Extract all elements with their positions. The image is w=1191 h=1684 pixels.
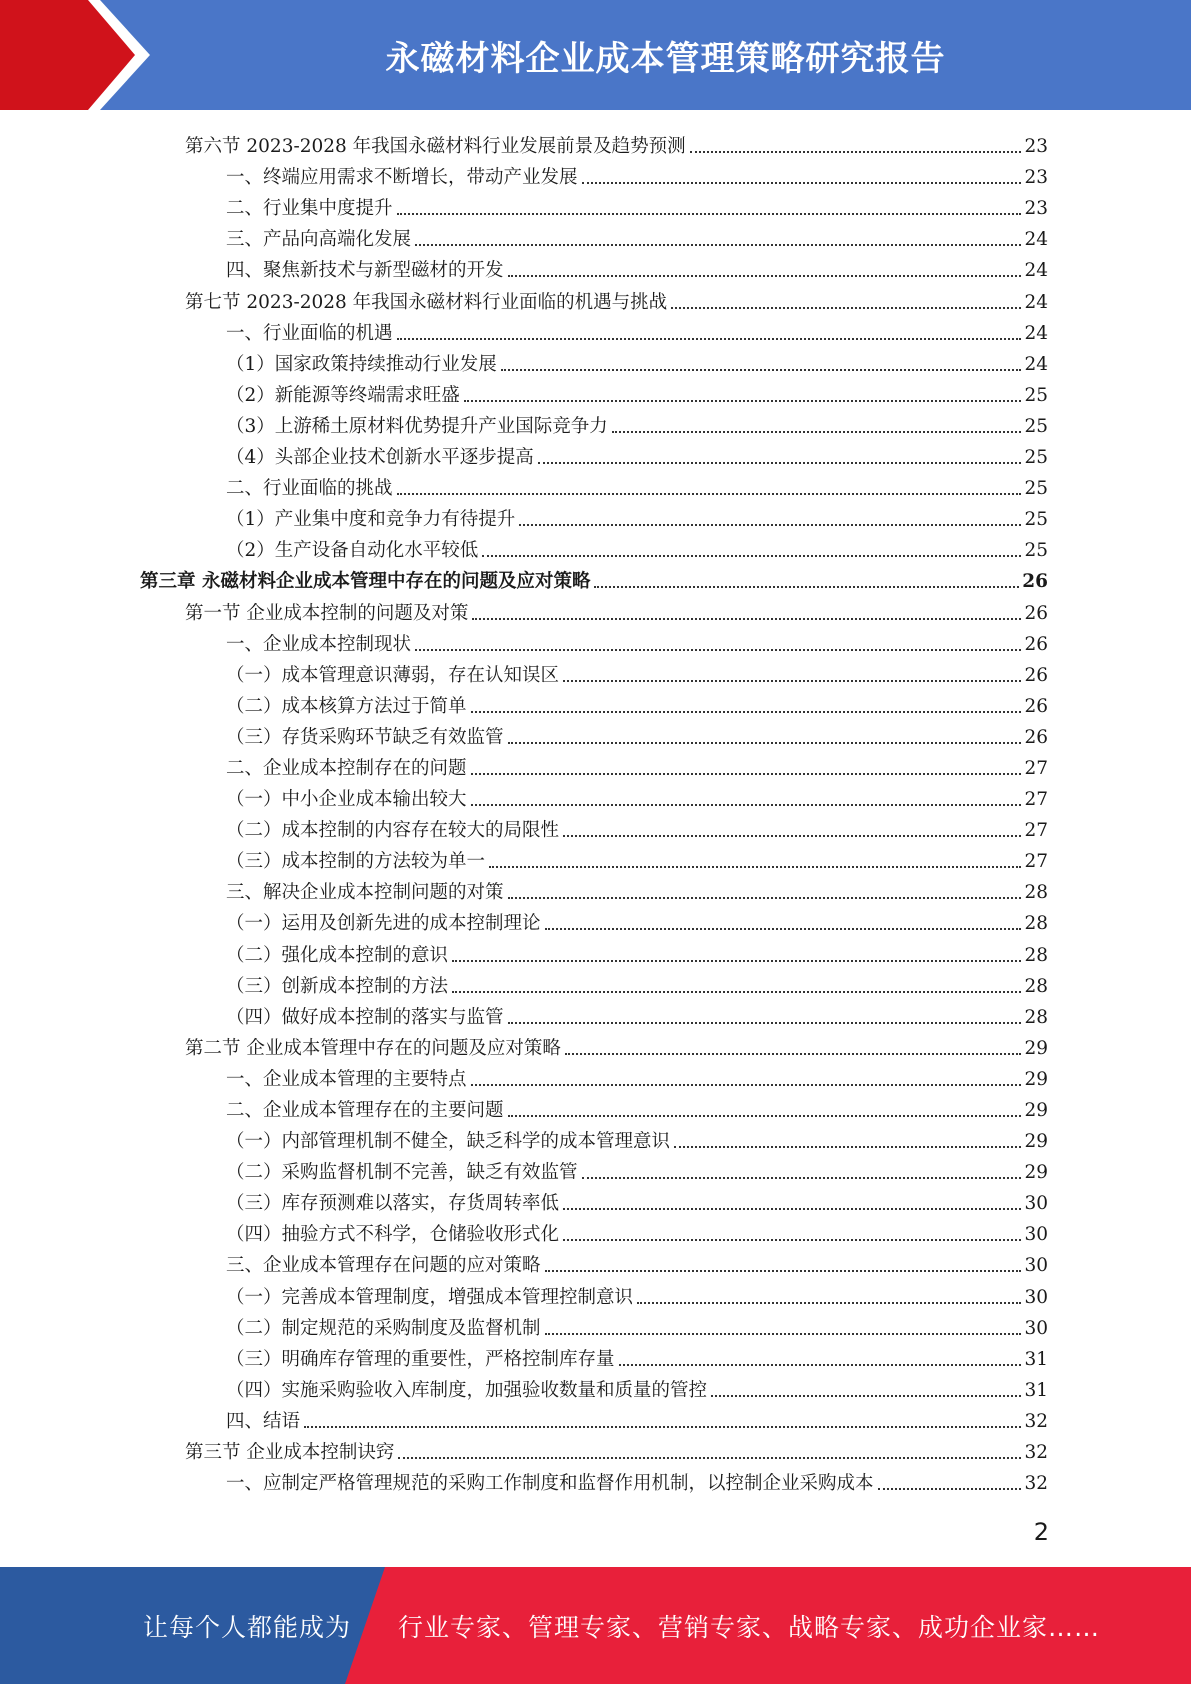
toc-entry-page: 32: [1024, 1473, 1048, 1495]
toc-section-entry[interactable]: [140, 1434, 1048, 1465]
toc-entry-page: 24: [1024, 322, 1048, 344]
toc-entry-page: 29: [1024, 1131, 1048, 1153]
toc-entry-title: （一）完善成本管理制度，增强成本管理控制意识: [226, 1286, 634, 1308]
toc-entry-page: 32: [1024, 1410, 1048, 1432]
toc-entry-title: （二）成本控制的内容存在较大的局限性: [226, 820, 560, 842]
toc-entry-title: 二、行业面临的挑战: [226, 478, 393, 500]
toc-subsection-entry[interactable]: [140, 190, 1048, 221]
toc-entry-title: 三、解决企业成本控制问题的对策: [226, 882, 504, 904]
toc-subsection-entry[interactable]: [140, 968, 1048, 999]
toc-entry-page: 28: [1024, 944, 1048, 966]
toc-dot-leader: [471, 804, 1022, 806]
footer-banner: [0, 1567, 1191, 1684]
toc-entry-title: （三）库存预测难以落实，存货周转率低: [226, 1193, 560, 1215]
toc-entry-title: 四、结语: [226, 1410, 301, 1432]
toc-dot-leader: [471, 1084, 1022, 1086]
toc-entry-title: （4）头部企业技术创新水平逐步提高: [226, 447, 534, 469]
toc-subsection-entry[interactable]: [140, 439, 1048, 470]
toc-entry-title: 二、行业集中度提升: [226, 198, 393, 220]
toc-entry-title: （四）实施采购验收入库制度，加强验收数量和质量的管控: [226, 1379, 708, 1401]
toc-entry-title: （3）上游稀土原材料优势提升产业国际竞争力: [226, 415, 608, 437]
toc-dot-leader: [565, 1053, 1022, 1055]
toc-entry-title: 一、终端应用需求不断增长，带动产业发展: [226, 167, 578, 189]
toc-entry-title: 三、产品向高端化发展: [226, 229, 412, 251]
table-of-contents: [140, 128, 1048, 1496]
toc-subsection-entry[interactable]: [140, 1123, 1048, 1154]
toc-entry-title: （一）内部管理机制不健全，缺乏科学的成本管理意识: [226, 1131, 671, 1153]
toc-subsection-entry[interactable]: [140, 1465, 1048, 1496]
toc-entry-page: 31: [1024, 1348, 1048, 1370]
toc-entry-page: 28: [1024, 1006, 1048, 1028]
toc-subsection-entry[interactable]: [140, 1061, 1048, 1092]
toc-subsection-entry[interactable]: [140, 1185, 1048, 1216]
toc-entry-page: 26: [1024, 695, 1048, 717]
toc-section-entry[interactable]: [140, 1030, 1048, 1061]
toc-entry-page: 28: [1024, 882, 1048, 904]
toc-dot-leader: [398, 1457, 1021, 1459]
toc-section-entry[interactable]: [140, 594, 1048, 625]
toc-section-entry[interactable]: [140, 128, 1048, 159]
toc-entry-page: 25: [1024, 478, 1048, 500]
toc-subsection-entry[interactable]: [140, 936, 1048, 967]
toc-entry-page: 24: [1024, 353, 1048, 375]
toc-dot-leader: [637, 1302, 1021, 1304]
toc-dot-leader: [508, 1115, 1022, 1117]
toc-dot-leader: [711, 1395, 1021, 1397]
toc-entry-title: （一）成本管理意识薄弱，存在认知误区: [226, 664, 560, 686]
toc-entry-title: （1）国家政策持续推动行业发展: [226, 353, 497, 375]
toc-entry-page: 30: [1024, 1286, 1048, 1308]
toc-entry-title: 一、行业面临的机遇: [226, 322, 393, 344]
toc-subsection-entry[interactable]: [140, 688, 1048, 719]
toc-entry-page: 30: [1024, 1317, 1048, 1339]
toc-entry-page: 29: [1024, 1162, 1048, 1184]
toc-entry-page: 24: [1024, 229, 1048, 251]
header-arrow-decoration: [0, 0, 160, 110]
toc-subsection-entry[interactable]: [140, 657, 1048, 688]
toc-entry-page: 27: [1024, 820, 1048, 842]
footer-slogan-left: 让每个人都能成为: [143, 1612, 352, 1642]
page-number: 2: [1033, 1518, 1049, 1546]
toc-entry-page: 23: [1024, 198, 1048, 220]
toc-entry-page: 25: [1024, 447, 1048, 469]
toc-entry-page: 24: [1024, 291, 1048, 313]
toc-dot-leader: [489, 866, 1021, 868]
toc-entry-page: 32: [1024, 1442, 1048, 1464]
toc-dot-leader: [878, 1488, 1022, 1490]
toc-entry-page: 24: [1024, 260, 1048, 282]
toc-subsection-entry[interactable]: [140, 999, 1048, 1030]
toc-dot-leader: [501, 369, 1022, 371]
footer-slogan-right: 行业专家、管理专家、营销专家、战略专家、成功企业家……: [398, 1612, 1101, 1642]
toc-subsection-entry[interactable]: [140, 252, 1048, 283]
toc-entry-page: 30: [1024, 1255, 1048, 1277]
toc-subsection-entry[interactable]: [140, 1092, 1048, 1123]
toc-subsection-entry[interactable]: [140, 781, 1048, 812]
toc-entry-page: 26: [1024, 726, 1048, 748]
toc-entry-title: （三）明确库存管理的重要性，严格控制库存量: [226, 1348, 615, 1370]
toc-subsection-entry[interactable]: [140, 470, 1048, 501]
document-title: 永磁材料企业成本管理策略研究报告: [385, 38, 946, 79]
toc-dot-leader: [545, 1333, 1022, 1335]
toc-entry-title: （1）产业集中度和竞争力有待提升: [226, 509, 516, 531]
toc-entry-page: 26: [1024, 664, 1048, 686]
toc-entry-title: （二）采购监督机制不完善，缺乏有效监管: [226, 1162, 578, 1184]
toc-dot-leader: [472, 618, 1021, 620]
toc-dot-leader: [508, 742, 1022, 744]
toc-dot-leader: [508, 897, 1022, 899]
toc-dot-leader: [674, 1146, 1021, 1148]
toc-entry-page: 25: [1024, 384, 1048, 406]
toc-entry-title: 第六节 2023-2028 年我国永磁材料行业发展前景及趋势预测: [185, 136, 686, 158]
toc-subsection-entry[interactable]: [140, 377, 1048, 408]
toc-entry-page: 26: [1024, 633, 1048, 655]
toc-dot-leader: [545, 1270, 1022, 1272]
header-banner: [0, 0, 1191, 110]
toc-dot-leader: [397, 493, 1022, 495]
toc-entry-page: 29: [1024, 1068, 1048, 1090]
toc-dot-leader: [508, 275, 1022, 277]
toc-dot-leader: [594, 586, 1019, 588]
toc-dot-leader: [563, 1239, 1021, 1241]
toc-dot-leader: [464, 400, 1022, 402]
toc-entry-page: 26: [1022, 571, 1048, 593]
toc-entry-page: 26: [1024, 602, 1048, 624]
toc-entry-page: 23: [1024, 136, 1048, 158]
toc-entry-page: 28: [1024, 913, 1048, 935]
toc-dot-leader: [508, 1022, 1022, 1024]
toc-dot-leader: [304, 1426, 1021, 1428]
toc-entry-page: 29: [1024, 1100, 1048, 1121]
toc-dot-leader: [612, 431, 1022, 433]
toc-entry-title: （二）成本核算方法过于简单: [226, 695, 467, 717]
toc-entry-title: （一）运用及创新先进的成本控制理论: [226, 913, 541, 935]
toc-dot-leader: [690, 151, 1022, 153]
toc-subsection-entry[interactable]: [140, 1341, 1048, 1372]
toc-entry-title: 二、企业成本管理存在的主要问题: [226, 1100, 504, 1121]
toc-subsection-entry[interactable]: [140, 315, 1048, 346]
toc-subsection-entry[interactable]: [140, 1403, 1048, 1434]
toc-entry-page: 29: [1024, 1037, 1048, 1059]
toc-entry-title: （2）新能源等终端需求旺盛: [226, 384, 460, 406]
toc-entry-title: 三、企业成本管理存在问题的应对策略: [226, 1255, 541, 1277]
toc-entry-title: （三）存货采购环节缺乏有效监管: [226, 726, 504, 748]
toc-dot-leader: [397, 338, 1022, 340]
toc-subsection-entry[interactable]: [140, 874, 1048, 905]
toc-dot-leader: [582, 1177, 1022, 1179]
toc-entry-title: 一、企业成本管理的主要特点: [226, 1068, 467, 1090]
toc-entry-title: 第三章 永磁材料企业成本管理中存在的问题及应对策略: [140, 571, 591, 593]
toc-chapter-entry[interactable]: [140, 563, 1048, 594]
toc-subsection-entry[interactable]: [140, 626, 1048, 657]
toc-dot-leader: [563, 1208, 1021, 1210]
toc-subsection-entry[interactable]: [140, 843, 1048, 874]
toc-subsection-entry[interactable]: [140, 1278, 1048, 1309]
toc-dot-leader: [415, 649, 1021, 651]
toc-dot-leader: [619, 1364, 1022, 1366]
toc-subsection-entry[interactable]: [140, 719, 1048, 750]
toc-subsection-entry[interactable]: [140, 905, 1048, 936]
toc-dot-leader: [538, 462, 1022, 464]
toc-entry-title: 四、聚焦新技术与新型磁材的开发: [226, 260, 504, 282]
toc-entry-title: （四）抽验方式不科学，仓储验收形式化: [226, 1224, 560, 1246]
toc-dot-leader: [545, 928, 1022, 930]
toc-dot-leader: [582, 182, 1022, 184]
toc-entry-title: （一）中小企业成本输出较大: [226, 789, 467, 811]
toc-subsection-entry[interactable]: [140, 532, 1048, 563]
toc-entry-title: 第七节 2023-2028 年我国永磁材料行业面临的机遇与挑战: [185, 291, 668, 313]
toc-entry-title: 第三节 企业成本控制诀窍: [185, 1442, 395, 1464]
toc-entry-title: 一、应制定严格管理规范的采购工作制度和监督作用机制，以控制企业采购成本: [226, 1473, 874, 1495]
toc-entry-page: 27: [1024, 789, 1048, 811]
toc-entry-page: 25: [1024, 509, 1048, 531]
toc-entry-title: 二、企业成本控制存在的问题: [226, 757, 467, 779]
toc-dot-leader: [415, 244, 1021, 246]
toc-entry-page: 25: [1024, 540, 1048, 562]
toc-subsection-entry[interactable]: [140, 159, 1048, 190]
toc-dot-leader: [563, 680, 1021, 682]
toc-dot-leader: [671, 307, 1021, 309]
toc-entry-page: 30: [1024, 1224, 1048, 1246]
toc-subsection-entry[interactable]: [140, 221, 1048, 252]
toc-dot-leader: [452, 960, 1021, 962]
toc-entry-title: （三）成本控制的方法较为单一: [226, 851, 486, 873]
toc-subsection-entry[interactable]: [140, 346, 1048, 377]
toc-entry-title: 第一节 企业成本控制的问题及对策: [185, 602, 469, 624]
toc-subsection-entry[interactable]: [140, 1216, 1048, 1247]
toc-subsection-entry[interactable]: [140, 1154, 1048, 1185]
toc-entry-title: 第二节 企业成本管理中存在的问题及应对策略: [185, 1037, 561, 1059]
toc-entry-title: （2）生产设备自动化水平较低: [226, 540, 479, 562]
toc-subsection-entry[interactable]: [140, 1372, 1048, 1403]
toc-entry-page: 27: [1024, 757, 1048, 779]
toc-entry-page: 23: [1024, 167, 1048, 189]
toc-dot-leader: [471, 711, 1022, 713]
toc-entry-title: 一、企业成本控制现状: [226, 633, 412, 655]
toc-dot-leader: [471, 773, 1022, 775]
toc-dot-leader: [519, 524, 1021, 526]
toc-subsection-entry[interactable]: [140, 812, 1048, 843]
toc-subsection-entry[interactable]: [140, 750, 1048, 781]
toc-subsection-entry[interactable]: [140, 1310, 1048, 1341]
toc-entry-title: （二）强化成本控制的意识: [226, 944, 449, 966]
toc-entry-page: 30: [1024, 1193, 1048, 1215]
toc-dot-leader: [563, 835, 1021, 837]
toc-subsection-entry[interactable]: [140, 501, 1048, 532]
toc-subsection-entry[interactable]: [140, 408, 1048, 439]
toc-entry-page: 28: [1024, 975, 1048, 997]
toc-entry-title: （三）创新成本控制的方法: [226, 975, 449, 997]
toc-entry-page: 27: [1024, 851, 1048, 873]
toc-entry-page: 31: [1024, 1379, 1048, 1401]
toc-section-entry[interactable]: [140, 283, 1048, 314]
toc-entry-title: （四）做好成本控制的落实与监管: [226, 1006, 504, 1028]
toc-entry-page: 25: [1024, 415, 1048, 437]
toc-entry-title: （二）制定规范的采购制度及监督机制: [226, 1317, 541, 1339]
toc-dot-leader: [482, 555, 1021, 557]
toc-subsection-entry[interactable]: [140, 1247, 1048, 1278]
toc-dot-leader: [452, 991, 1021, 993]
toc-dot-leader: [397, 213, 1022, 215]
